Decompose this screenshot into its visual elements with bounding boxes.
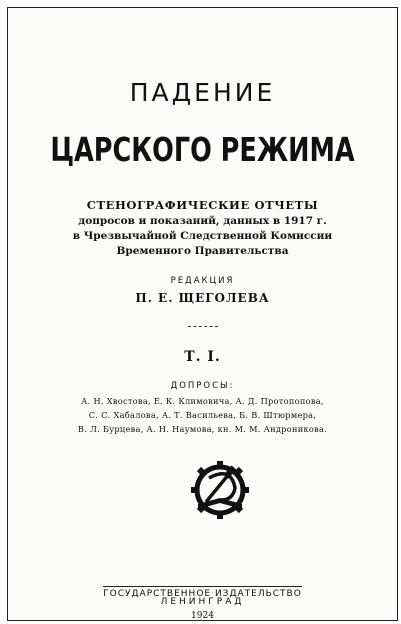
publication-year: 1924 [191, 611, 214, 621]
editor-label: РЕДАКЦИЯ [170, 276, 235, 286]
interrogations-line: А. Н. Хвостова, Е. К. Климовича, А. Д. Протопопова, [81, 396, 324, 406]
subtitle-line-4: Временного Правительства [116, 245, 289, 257]
divider [188, 326, 218, 327]
subtitle-line-1: СТЕНОГРАФИЧЕСКИЕ ОТЧЕТЫ [86, 198, 319, 212]
interrogations-line: В. Л. Бурцева, А. Н. Наумова, кн. М. М. Андроникова. [77, 424, 328, 434]
editor-name: П. Е. ЩЕГОЛЕВА [135, 291, 270, 305]
publisher-city: ЛЕНИНГРАД [160, 597, 245, 607]
volume-number: Т. I. [184, 349, 221, 365]
title-line-2: ЦАРСКОГО РЕЖИМА [50, 130, 355, 169]
gosizdat-emblem-icon [189, 460, 251, 520]
subtitle-line-3: в Чрезвычайной Следственной Комиссии [72, 230, 333, 242]
publisher-name: ГОСУДАРСТВЕННОЕ ИЗДАТЕЛЬСТВО [103, 586, 302, 599]
title-line-1: ПАДЕНИЕ [129, 78, 276, 107]
subtitle-line-2: допросов и показаний, данных в 1917 г. [78, 215, 327, 227]
interrogations-line: С. С. Хабалова, А. Т. Васильева, Б. В. Штюрмера, [88, 410, 317, 420]
title-page [7, 7, 398, 621]
interrogations-label: ДОПРОСЫ: [170, 381, 235, 391]
